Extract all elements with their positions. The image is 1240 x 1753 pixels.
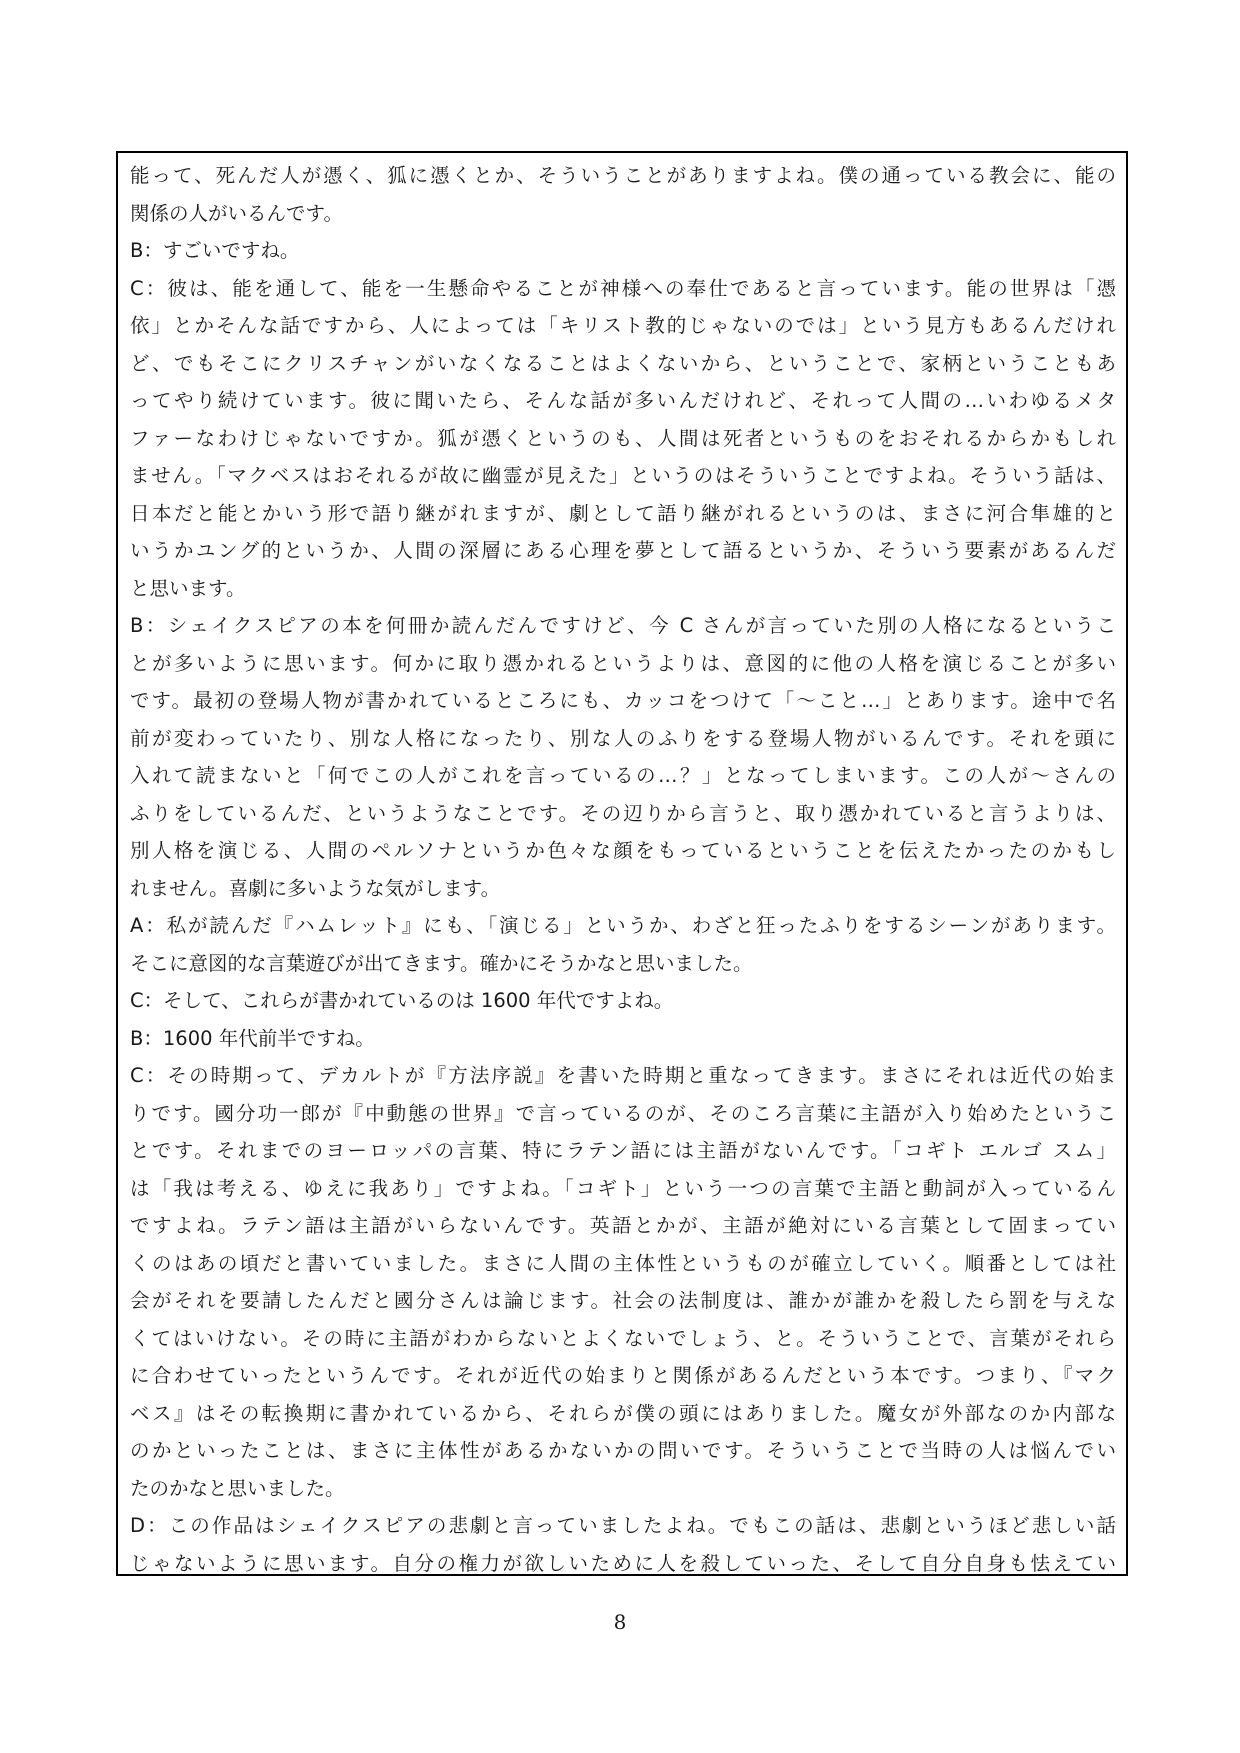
- transcript-line: そこに意図的な言葉遊びが出てきます。確かにそうかなと思いました。: [130, 951, 753, 975]
- transcript-line: と思います。: [130, 576, 246, 600]
- transcript-line: D：この作品はシェイクスピアの悲劇と言っていましたよね。でもこの話は、悲劇というほど悲しい話: [130, 1514, 1116, 1537]
- transcript-line: C：そして、これらが書かれているのは 1600 年代ですよね。: [130, 989, 674, 1012]
- transcript-line: 前が変わっていたり、別な人格になったり、別な人のふりをする登場人物がいるんです。それを頭に: [130, 726, 1116, 750]
- transcript-line: B：シェイクスピアの本を何冊か読んだんですけど、今 C さんが言っていた別の人格になるというこ: [130, 614, 1116, 637]
- transcript-line: ません。「マクベスはおそれるが故に幽霊が見えた」というのはそういうことですよね。そういう話は、: [130, 464, 1116, 487]
- transcript-line: ですよね。ラテン語は主語がいらないんです。英語とかが、主語が絶対にいる言葉として固まってい: [130, 1214, 1116, 1237]
- transcript-line: ファーなわけじゃないですか。狐が憑くというのも、人間は死者というものをおそれるからかもしれ: [130, 426, 1116, 450]
- transcript-line: です。最初の登場人物が書かれているところにも、カッコをつけて「〜こと…」とあります。途中で名: [130, 689, 1116, 712]
- transcript-line: くてはいけない。その時に主語がわからないとよくないでしょう、と。そういうことで、言葉がそれら: [130, 1326, 1116, 1350]
- transcript-line: くのはあの頃だと書いていました。まさに人間の主体性というものが確立していく。順番としては社: [130, 1251, 1116, 1275]
- transcript-line: ふりをしているんだ、というようなことです。その辺りから言うと、取り憑かれていると言うよりは、: [130, 801, 1116, 825]
- transcript-box: [116, 151, 1128, 1576]
- transcript-line: B：すごいですね。: [130, 239, 300, 262]
- transcript-line: 会がそれを要請したんだと國分さんは論じます。社会の法制度は、誰かが誰かを殺したら罰を与えな: [130, 1289, 1116, 1312]
- transcript-line: 日本だと能とかいう形で語り継がれますが、劇として語り継がれるというのは、まさに河合隼雄的と: [130, 501, 1116, 525]
- transcript-line: いうかユング的というか、人間の深層にある心理を夢として語るというか、そういう要素があるんだ: [130, 539, 1116, 562]
- transcript-line: ど、でもそこにクリスチャンがいなくなることはよくないから、ということで、家柄ということもあ: [130, 351, 1116, 375]
- transcript-line: 能って、死んだ人が憑く、狐に憑くとか、そういうことがありますよね。僕の通っている教会に、能の: [130, 164, 1116, 187]
- transcript-line: とが多いように思います。何かに取り憑かれるというよりは、意図的に他の人格を演じることが多い: [130, 651, 1116, 675]
- transcript-line: C：彼は、能を通して、能を一生懸命やることが神様への奉仕であると言っています。能の世界は「憑: [130, 276, 1116, 300]
- transcript-line: に合わせていったというんです。それが近代の始まりと関係があるんだという本です。つまり、『マク: [130, 1364, 1116, 1387]
- transcript-line: ベス』はその転換期に書かれているから、それらが僕の頭にはありました。魔女が外部なのか内部な: [130, 1401, 1116, 1425]
- transcript-line: B：1600 年代前半ですね。: [130, 1026, 375, 1050]
- transcript-line: は「我は考える、ゆえに我あり」ですよね。「コギト」という一つの言葉で主語と動詞が入っているん: [130, 1176, 1116, 1200]
- transcript-line: とです。それまでのヨーロッパの言葉、特にラテン語には主語がないんです。「コギト エルゴ スム」: [130, 1139, 1116, 1162]
- transcript-line: 別人格を演じる、人間のペルソナというか色々な顔をもっているということを伝えたかったのかもし: [130, 839, 1116, 862]
- transcript-line: りです。國分功一郎が『中動態の世界』で言っているのが、そのころ言葉に主語が入り始めたというこ: [130, 1101, 1116, 1125]
- transcript-line: 依」とかそんな話ですから、人によっては「キリスト教的じゃないのでは」という見方もあるんだけれ: [130, 314, 1116, 337]
- transcript-line: のかといったことは、まさに主体性があるかないかの問いです。そういうことで当時の人は悩んでい: [130, 1439, 1116, 1462]
- transcript-line: A：私が読んだ『ハムレット』にも、「演じる」というか、わざと狂ったふりをするシーンがあります。: [130, 914, 1116, 937]
- transcript-line: 入れて読まないと「何でこの人がこれを言っているの…？」となってしまいます。この人が〜さんの: [130, 764, 1116, 787]
- transcript-line: 関係の人がいるんです。: [130, 201, 343, 225]
- transcript-line: たのかなと思いました。: [130, 1476, 345, 1500]
- transcript-line: ってやり続けています。彼に聞いたら、そんな話が多いんだけれど、それって人間の…いわゆるメタ: [130, 389, 1116, 412]
- transcript-line: C：その時期って、デカルトが『方法序説』を書いた時期と重なってきます。まさにそれは近代の始ま: [130, 1064, 1116, 1087]
- transcript-line: れません。喜劇に多いような気がします。: [130, 876, 501, 900]
- transcript-line: じゃないように思います。自分の権力が欲しいために人を殺していった、そして自分自身も怯えてい: [130, 1551, 1116, 1575]
- page-number: 8: [613, 1610, 627, 1634]
